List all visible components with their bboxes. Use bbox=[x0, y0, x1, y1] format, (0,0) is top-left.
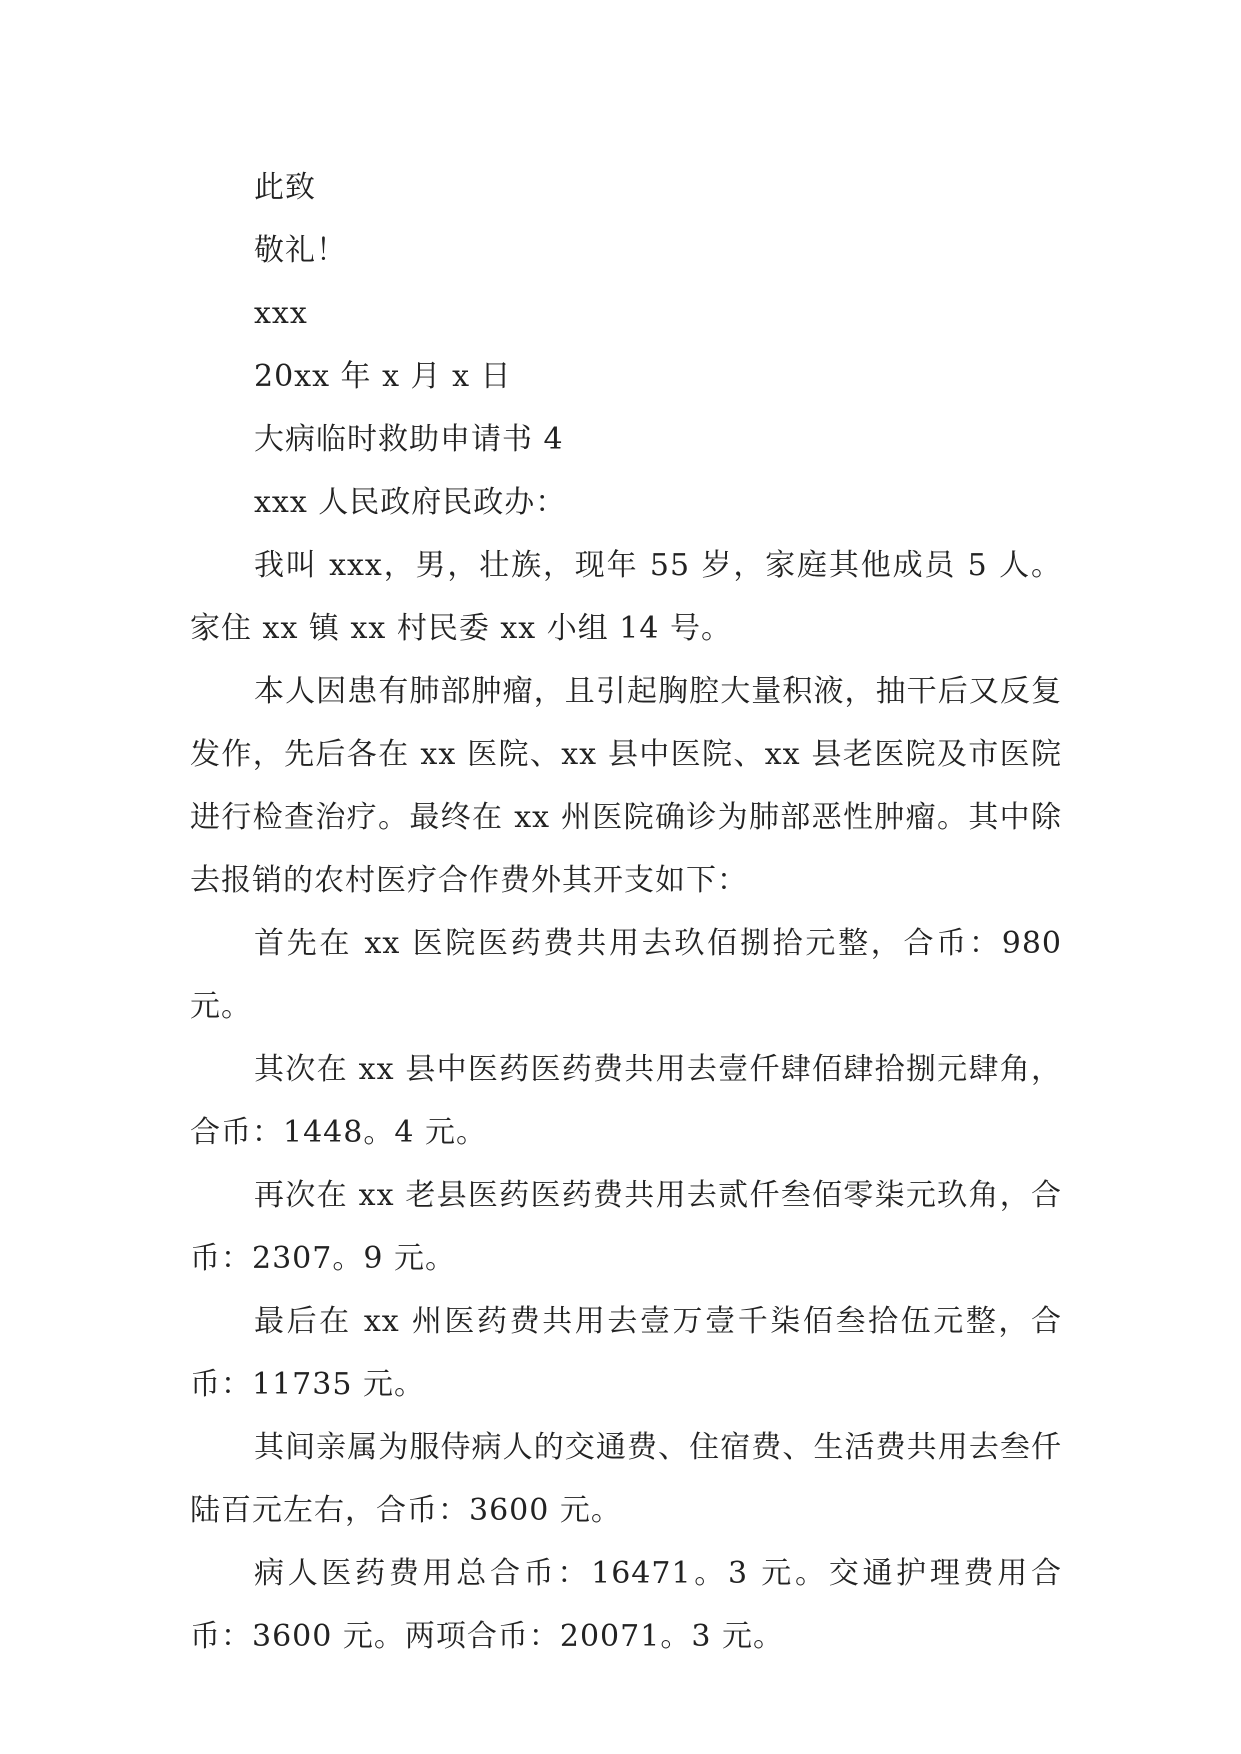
paragraph-expense-3: 再次在 xx 老县医药医药费共用去贰仟叁佰零柒元玖角，合币：2307。9 元。 bbox=[190, 1178, 1062, 1276]
letter-title: 大病临时救助申请书 4 bbox=[254, 422, 564, 457]
letter-recipient: xxx 人民政府民政办： bbox=[254, 485, 567, 520]
paragraph-illness: 本人因患有肺部肿瘤，且引起胸腔大量积液，抽干后又反复发作，先后各在 xx 医院、xx 县中医院、xx 县老医院及市医院进行检查治疗。最终在 xx 州医院确诊为肺部恶性肿瘤。其中除去报销的农村医疗合作费外其开支如下： bbox=[190, 674, 1062, 898]
signature-date: 20xx 年 x 月 x 日 bbox=[254, 359, 512, 394]
paragraph-expense-1: 首先在 xx 医院医药费共用去玖佰捌拾元整，合币：980 元。 bbox=[190, 926, 1062, 1024]
closing-salutation-2: 敬礼！ bbox=[254, 233, 347, 268]
paragraph-family-expense: 其间亲属为服侍病人的交通费、住宿费、生活费共用去叁仟陆百元左右，合币：3600 元。 bbox=[190, 1430, 1062, 1528]
paragraph-expense-4: 最后在 xx 州医药费共用去壹万壹千柒佰叁拾伍元整，合币：11735 元。 bbox=[190, 1304, 1062, 1402]
closing-salutation-1: 此致 bbox=[254, 170, 316, 205]
signature: xxx bbox=[254, 296, 308, 331]
document-body bbox=[190, 156, 1062, 1668]
paragraph-total: 病人医药费用总合币：16471。3 元。交通护理费用合币：3600 元。两项合币：20071。3 元。 bbox=[190, 1556, 1062, 1654]
paragraph-applicant-info: 我叫 xxx，男，壮族，现年 55 岁，家庭其他成员 5 人。家住 xx 镇 xx 村民委 xx 小组 14 号。 bbox=[190, 548, 1062, 646]
paragraph-expense-2: 其次在 xx 县中医药医药费共用去壹仟肆佰肆拾捌元肆角，合币：1448。4 元。 bbox=[190, 1052, 1062, 1150]
